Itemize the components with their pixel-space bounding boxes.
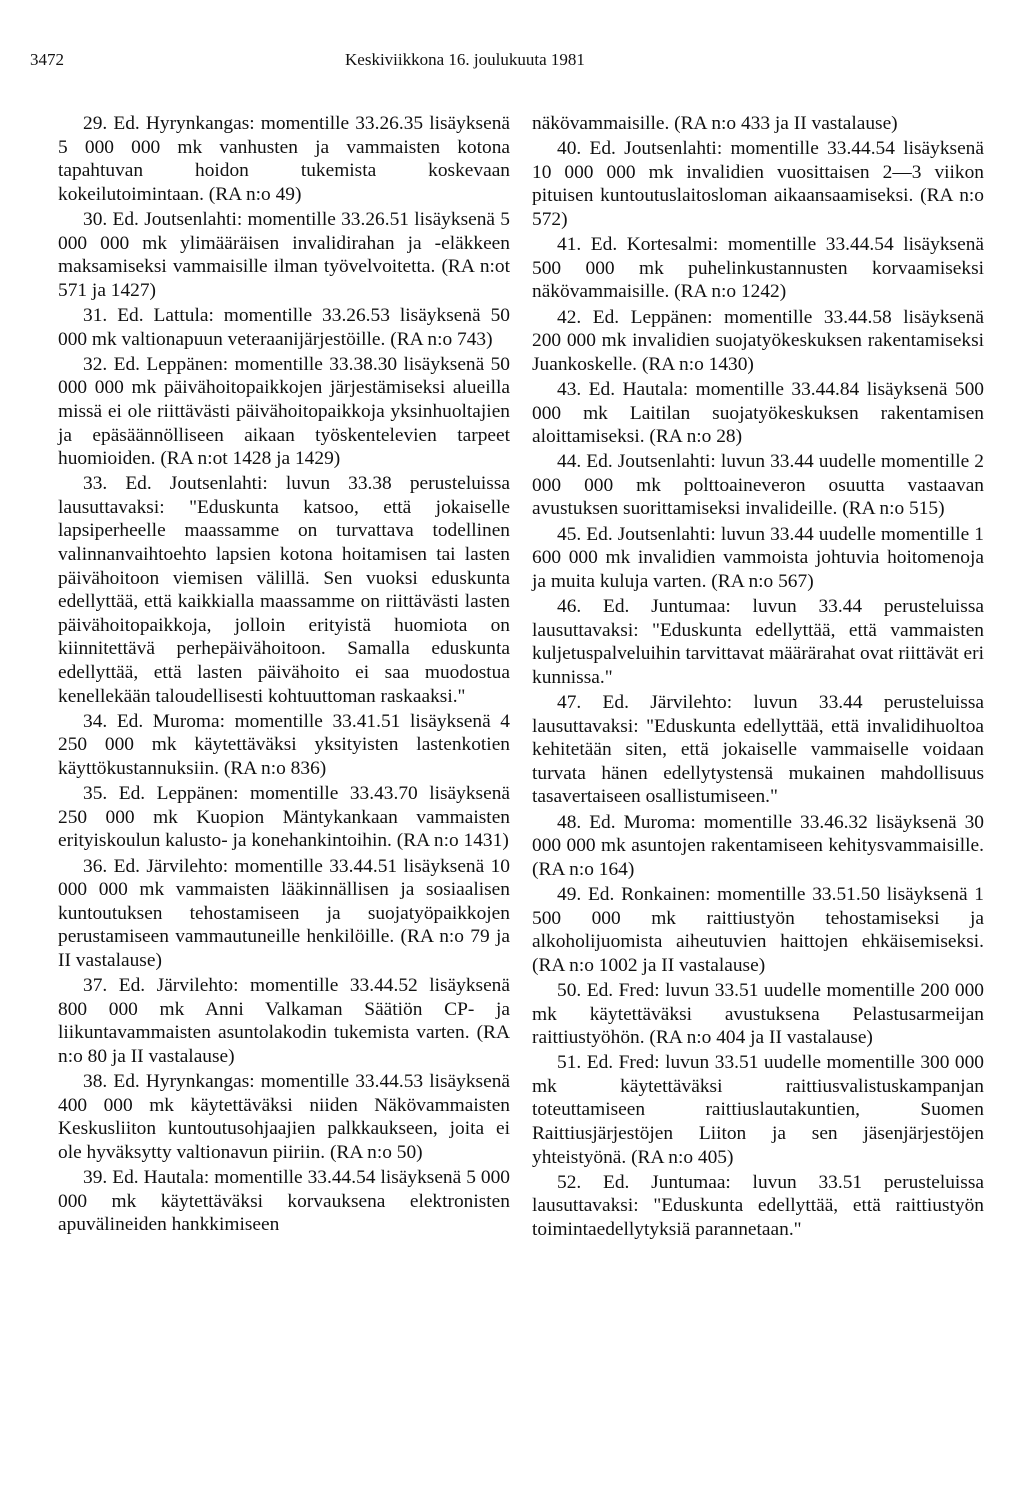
motion-entry-43: 43. Ed. Hautala: momentille 33.44.84 lisäyksenä 500 000 mk Laitilan suojatyökeskuksen rakentamisen aloittamiseksi. (RA n:o 28) — [532, 378, 984, 448]
motion-entry-40: 40. Ed. Joutsenlahti: momentille 33.44.54 lisäyksenä 10 000 000 mk invalidien vuosittaisen 2—3 viikon pituisen kuntoutuslaitosloman aikaansaamiseksi. (RA n:o 572) — [532, 138, 984, 230]
page-header — [30, 50, 660, 74]
motion-entry-39: 39. Ed. Hautala: momentille 33.44.54 lisäyksenä 5 000 000 mk käytettäväksi korvauksena elektronisten apuvälineiden hankkimiseen — [58, 1167, 510, 1236]
motion-entry-47: 47. Ed. Järvilehto: luvun 33.44 perusteluissa lausuttavaksi: "Eduskunta edellyttää, että invalidihuoltoa kehitetään siten, että jokaiselle vammaiselle voidaan turvata hänen edellytystensä mukainen mahdollisuus tasavertaiseen osallistumiseen." — [532, 692, 984, 808]
motion-entry-46: 46. Ed. Juntumaa: luvun 33.44 perusteluissa lausuttavaksi: "Eduskunta edellyttää, että vammaisten kuljetuspalveluihin tarvittavat määrärahat ovat riittävät eri kunnissa." — [532, 596, 984, 688]
motion-entry-49: 49. Ed. Ronkainen: momentille 33.51.50 lisäyksenä 1 500 000 mk raittiustyön tehostamiseksi ja alkoholijuomista aiheutuvien haittojen ehkäisemiseksi. (RA n:o 1002 ja II vastalause) — [532, 883, 984, 976]
motion-entry-51: 51. Ed. Fred: luvun 33.51 uudelle momentille 300 000 mk käytettäväksi raittiusvalistuskampanjan toteuttamiseen raittiuslautakuntien, Suomen Raittiusjärjestöjen Liiton ja sen jäsenjärjestöjen yhteistyönä. (RA n:o 405) — [532, 1052, 984, 1168]
running-title: Keskiviikkona 16. joulukuuta 1981 — [345, 50, 585, 69]
motion-entry-31: 31. Ed. Lattula: momentille 33.26.53 lisäyksenä 50 000 mk valtionapuun veteraanijärjestöille. (RA n:o 743) — [58, 304, 510, 350]
motion-entry-42: 42. Ed. Leppänen: momentille 33.44.58 lisäyksenä 200 000 mk invalidien suojatyökeskuksen rakentamiseksi Juankoskelle. (RA n:o 1430) — [532, 306, 984, 375]
motion-entry-29: 29. Ed. Hyrynkangas: momentille 33.26.35 lisäyksenä 5 000 000 mk vanhusten ja vammaisten kotona tapahtuvan hoidon tukemista koskevaan kokeilutoimintaan. (RA n:o 49) — [58, 113, 510, 205]
motion-entry-33: 33. Ed. Joutsenlahti: luvun 33.38 perusteluissa lausuttavaksi: "Eduskunta katsoo, että jokaiselle lapsiperheelle maassamme on turvattava todellinen valinnanvaihtoehto lapsien kotona hoitamisen tai lasten päivähoitoon viemisen välillä. Sen vuoksi eduskunta edellyttää, että kaikkialla maassamme on riittävästi lasten päivähoitopaikkoja, jolloin erityistä huomiota on kiinnitettävä perhepäivähoitoon. Samalla eduskunta edellyttää, että lasten päivähoito ei saa muodostua kenellekään taloudellisesti kohtuuttoman raskaaksi." — [58, 473, 510, 707]
motion-entry-36: 36. Ed. Järvilehto: momentille 33.44.51 lisäyksenä 10 000 000 mk vammaisten lääkinnällisen ja sosiaalisen kuntoutuksen tehostamiseen ja suojatyöpaikkojen perustamiseen vammautuneille henkilöille. (RA n:o 79 ja II vastalause) — [58, 855, 510, 971]
left-column — [58, 112, 510, 1238]
motion-entry-37: 37. Ed. Järvilehto: momentille 33.44.52 lisäyksenä 800 000 mk Anni Valkaman Säätiön CP- ja liikuntavammaisten asuntolakodin tukemista varten. (RA n:o 80 ja II vastalause) — [58, 975, 510, 1067]
motion-entry-32: 32. Ed. Leppänen: momentille 33.38.30 lisäyksenä 50 000 000 mk päivähoitopaikkojen järjestämiseksi alueilla missä ei ole riittävästi päivähoitopaikkoja yksinhuoltajien ja epäsäännölliseen aikaan työskentelevien tarpeet huomioiden. (RA n:ot 1428 ja 1429) — [58, 353, 510, 470]
motion-entry-41: 41. Ed. Kortesalmi: momentille 33.44.54 lisäyksenä 500 000 mk puhelinkustannusten korvaamiseksi näkövammaisille. (RA n:o 1242) — [532, 234, 984, 303]
motion-entry-48: 48. Ed. Muroma: momentille 33.46.32 lisäyksenä 30 000 000 mk asuntojen rakentamiseen kehitysvammaisille. (RA n:o 164) — [532, 811, 984, 880]
motion-entry-39-continuation: näkövammaisille. (RA n:o 433 ja II vastalause) — [532, 113, 898, 134]
motion-entry-34: 34. Ed. Muroma: momentille 33.41.51 lisäyksenä 4 250 000 mk käytettäväksi yksityisten lastenkotien käyttökustannuksiin. (RA n:o 836) — [58, 710, 510, 779]
motion-entry-52: 52. Ed. Juntumaa: luvun 33.51 perusteluissa lausuttavaksi: "Eduskunta edellyttää, että raittiustyön toimintaedellytyksiä parannetaan." — [532, 1171, 984, 1241]
motion-entry-35: 35. Ed. Leppänen: momentille 33.43.70 lisäyksenä 250 000 mk Kuopion Mäntykankaan vammaisten erityiskoulun kalusto- ja konehankintoihin. (RA n:o 1431) — [58, 783, 510, 852]
motion-entry-30: 30. Ed. Joutsenlahti: momentille 33.26.51 lisäyksenä 5 000 000 mk ylimääräisen invalidirahan ja -eläkkeen maksamiseksi vammaisille ilman työvelvoitetta. (RA n:ot 571 ja 1427) — [58, 208, 510, 301]
motion-entry-38: 38. Ed. Hyrynkangas: momentille 33.44.53 lisäyksenä 400 000 mk käytettäväksi niiden Näkövammaisten Keskusliiton kuntoutusohjaajien palkkaukseen, joita ei ole hyväksytty valtionavun piiriin. (RA n:o 50) — [58, 1071, 510, 1163]
page-number: 3472 — [30, 50, 64, 69]
motion-entry-45: 45. Ed. Joutsenlahti: luvun 33.44 uudelle momentille 1 600 000 mk invalidien vammoista johtuvia hoitomenoja ja muita kuluja varten. (RA n:o 567) — [532, 523, 984, 592]
motion-entry-44: 44. Ed. Joutsenlahti: luvun 33.44 uudelle momentille 2 000 000 mk polttoaineveron osuutta vastaavan avustuksen suorittamiseksi invalideille. (RA n:o 515) — [532, 451, 984, 520]
right-column — [532, 112, 984, 1243]
motion-entry-50: 50. Ed. Fred: luvun 33.51 uudelle momentille 200 000 mk käytettäväksi avustuksena Pelastusarmeijan raittiustyöhön. (RA n:o 404 ja II vastalause) — [532, 979, 984, 1049]
